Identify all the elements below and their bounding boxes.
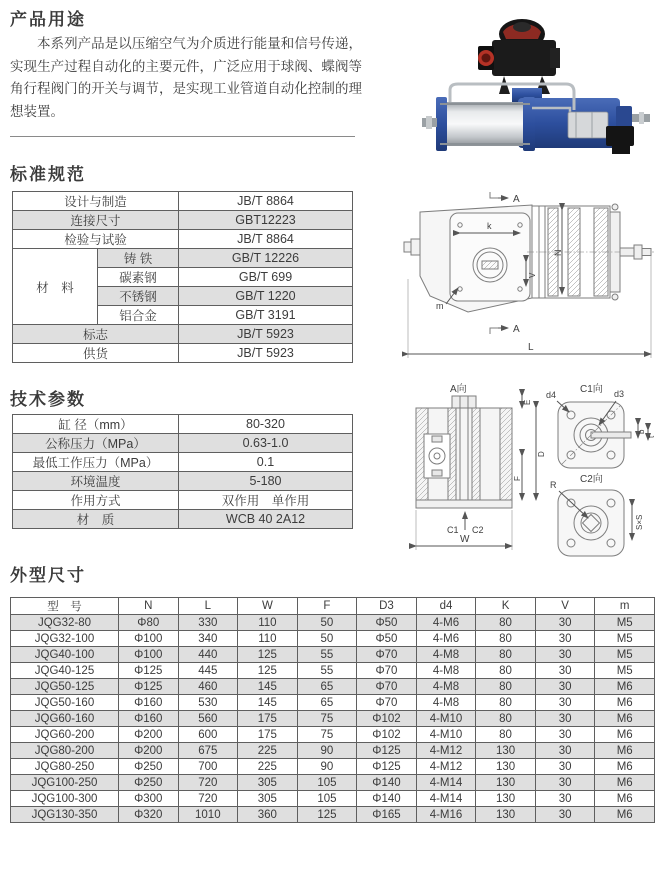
section-mark-label: A: [513, 324, 520, 335]
table-row: [13, 472, 353, 491]
table-row: [11, 743, 655, 759]
cell-k: 80: [476, 647, 536, 663]
col-header-f: F: [297, 598, 357, 615]
usage-paragraph: 本系列产品是以压缩空气为介质进行能量和信号传递，实现生产过程自动化的主要元件，广泛应用于球阀、蝶阀等角行程阀门的开关与调节，是实现工业管道自动化控制的理想装置。: [10, 36, 362, 119]
param-value: 0.1: [179, 453, 353, 472]
table-row: [13, 192, 353, 211]
cell-v: 30: [535, 679, 595, 695]
tech-params-table: [12, 414, 353, 529]
cell-m: M6: [595, 807, 655, 823]
side-view-drawing: [402, 176, 660, 366]
cell-l: 445: [178, 663, 238, 679]
table-row: [11, 695, 655, 711]
table-row: [11, 807, 655, 823]
cell-model: JQG32-100: [11, 631, 119, 647]
cell-w: 145: [238, 695, 298, 711]
port-c1-label: C1: [447, 525, 459, 535]
table-row: [13, 453, 353, 472]
section-title-dims: 外型尺寸: [10, 566, 86, 585]
cell-d3: Φ70: [357, 663, 417, 679]
cell-m: M5: [595, 663, 655, 679]
param-value: WCB 40 2A12: [179, 510, 353, 529]
dim-m-label: m: [436, 301, 444, 311]
cell-d3: Φ125: [357, 743, 417, 759]
col-header-model: 型 号: [11, 598, 119, 615]
col-header-d4: d4: [416, 598, 476, 615]
spec-value: GBT12223: [179, 211, 353, 230]
cell-d3: Φ102: [357, 727, 417, 743]
spec-label: 铸 铁: [98, 249, 179, 268]
cell-v: 30: [535, 775, 595, 791]
cell-n: Φ250: [119, 759, 179, 775]
spec-value: JB/T 8864: [179, 230, 353, 249]
cell-n: Φ80: [119, 615, 179, 631]
actuator-photo: [420, 14, 655, 159]
cell-m: M6: [595, 727, 655, 743]
cell-model: JQG50-160: [11, 695, 119, 711]
param-value: 双作用 单作用: [179, 491, 353, 510]
cell-d3: Φ140: [357, 791, 417, 807]
cell-n: Φ100: [119, 631, 179, 647]
cell-l: 560: [178, 711, 238, 727]
cell-d4: 4-M8: [416, 647, 476, 663]
table-row: [11, 727, 655, 743]
param-label: 材 质: [13, 510, 179, 529]
cell-l: 675: [178, 743, 238, 759]
cell-l: 720: [178, 791, 238, 807]
spec-label: 连接尺寸: [13, 211, 179, 230]
cell-w: 110: [238, 631, 298, 647]
cell-m: M6: [595, 695, 655, 711]
cell-w: 175: [238, 711, 298, 727]
section-view-drawing: [402, 378, 657, 560]
cell-f: 75: [297, 727, 357, 743]
col-header-n: N: [119, 598, 179, 615]
spec-label: 铝合金: [98, 306, 179, 325]
cell-l: 700: [178, 759, 238, 775]
cell-m: M6: [595, 791, 655, 807]
dim-b-label: b: [637, 429, 646, 434]
material-group-label: 材 料: [13, 249, 98, 325]
cell-n: Φ320: [119, 807, 179, 823]
cell-f: 105: [297, 775, 357, 791]
spec-label: 标志: [13, 325, 179, 344]
table-row: [11, 679, 655, 695]
cell-f: 55: [297, 663, 357, 679]
dim-d-label: D: [537, 451, 546, 457]
cell-v: 30: [535, 647, 595, 663]
cell-d4: 4-M8: [416, 679, 476, 695]
cell-v: 30: [535, 791, 595, 807]
col-header-k: K: [476, 598, 536, 615]
cell-m: M6: [595, 775, 655, 791]
col-header-l: L: [178, 598, 238, 615]
cell-l: 600: [178, 727, 238, 743]
cell-f: 65: [297, 695, 357, 711]
a-view-title: A向: [450, 384, 467, 395]
spec-label: 设计与制造: [13, 192, 179, 211]
param-value: 0.63-1.0: [179, 434, 353, 453]
cell-n: Φ200: [119, 743, 179, 759]
spec-value: JB/T 5923: [179, 344, 353, 363]
table-row: [11, 791, 655, 807]
cell-k: 130: [476, 759, 536, 775]
spec-label: 不锈钢: [98, 287, 179, 306]
cell-n: Φ160: [119, 695, 179, 711]
cell-f: 90: [297, 759, 357, 775]
cell-n: Φ160: [119, 711, 179, 727]
cell-d3: Φ165: [357, 807, 417, 823]
cell-model: JQG100-250: [11, 775, 119, 791]
param-value: 80-320: [179, 415, 353, 434]
cell-d4: 4-M12: [416, 759, 476, 775]
param-label: 环境温度: [13, 472, 179, 491]
cell-f: 55: [297, 647, 357, 663]
table-row: [11, 775, 655, 791]
cell-l: 330: [178, 615, 238, 631]
cell-model: JQG40-100: [11, 647, 119, 663]
section-title-standards: 标准规范: [10, 165, 86, 184]
cell-d3: Φ50: [357, 615, 417, 631]
cell-model: JQG40-125: [11, 663, 119, 679]
cell-d4: 4-M14: [416, 791, 476, 807]
cell-w: 225: [238, 743, 298, 759]
cell-d4: 4-M6: [416, 615, 476, 631]
cell-l: 440: [178, 647, 238, 663]
cell-v: 30: [535, 807, 595, 823]
cell-d3: Φ70: [357, 679, 417, 695]
cell-w: 145: [238, 679, 298, 695]
cell-model: JQG32-80: [11, 615, 119, 631]
cell-d4: 4-M10: [416, 711, 476, 727]
dim-l-label: L: [528, 342, 534, 353]
cell-w: 225: [238, 759, 298, 775]
spec-label: 检验与试验: [13, 230, 179, 249]
table-row: [11, 711, 655, 727]
cell-m: M5: [595, 631, 655, 647]
c2-view-title: C2向: [580, 474, 603, 485]
cell-n: Φ200: [119, 727, 179, 743]
table-row: [11, 631, 655, 647]
cell-w: 305: [238, 791, 298, 807]
cell-v: 30: [535, 743, 595, 759]
cell-k: 130: [476, 791, 536, 807]
cell-model: JQG80-250: [11, 759, 119, 775]
cell-k: 130: [476, 743, 536, 759]
dim-f-label: F: [513, 476, 522, 481]
cell-w: 125: [238, 647, 298, 663]
cell-d3: Φ50: [357, 631, 417, 647]
cell-m: M6: [595, 743, 655, 759]
cell-l: 460: [178, 679, 238, 695]
cell-model: JQG60-160: [11, 711, 119, 727]
cell-w: 360: [238, 807, 298, 823]
cell-f: 90: [297, 743, 357, 759]
cell-d4: 4-M14: [416, 775, 476, 791]
port-c2-label: C2: [472, 525, 484, 535]
cell-v: 30: [535, 663, 595, 679]
cell-model: JQG50-125: [11, 679, 119, 695]
dim-sxs-label: S×S: [635, 514, 644, 530]
section-divider: [10, 136, 355, 137]
spec-value: GB/T 12226: [179, 249, 353, 268]
cell-model: JQG100-300: [11, 791, 119, 807]
dim-d4-label: d4: [546, 390, 557, 400]
table-row: [13, 211, 353, 230]
cell-k: 80: [476, 631, 536, 647]
cell-model: JQG80-200: [11, 743, 119, 759]
section-mark-label: A: [513, 194, 520, 205]
spec-label: 供货: [13, 344, 179, 363]
col-header-v: V: [535, 598, 595, 615]
cell-n: Φ100: [119, 647, 179, 663]
dim-w-label: W: [460, 534, 470, 545]
param-label: 公称压力（MPa）: [13, 434, 179, 453]
cell-d3: Φ125: [357, 759, 417, 775]
spec-value: GB/T 1220: [179, 287, 353, 306]
dim-n-label: N: [553, 249, 563, 256]
cell-w: 305: [238, 775, 298, 791]
cell-d4: 4-M6: [416, 631, 476, 647]
cell-w: 110: [238, 615, 298, 631]
param-value: 5-180: [179, 472, 353, 491]
cell-k: 80: [476, 711, 536, 727]
dimensions-table: [10, 597, 655, 823]
cell-w: 125: [238, 663, 298, 679]
param-label: 作用方式: [13, 491, 179, 510]
cell-v: 30: [535, 631, 595, 647]
standards-table: [12, 191, 353, 363]
table-row: [11, 663, 655, 679]
cell-d3: Φ140: [357, 775, 417, 791]
cell-d3: Φ70: [357, 647, 417, 663]
cell-f: 50: [297, 615, 357, 631]
table-row: [13, 344, 353, 363]
cell-w: 175: [238, 727, 298, 743]
cell-d3: Φ70: [357, 695, 417, 711]
cell-m: M6: [595, 711, 655, 727]
dim-v-label: V: [528, 272, 537, 278]
cell-k: 80: [476, 679, 536, 695]
cell-f: 125: [297, 807, 357, 823]
c1-view-title: C1向: [580, 384, 603, 395]
table-row: [13, 510, 353, 529]
param-label: 最低工作压力（MPa）: [13, 453, 179, 472]
cell-f: 50: [297, 631, 357, 647]
spec-value: JB/T 8864: [179, 192, 353, 211]
cell-k: 130: [476, 775, 536, 791]
dim-r-label: R: [550, 480, 557, 490]
spec-value: GB/T 3191: [179, 306, 353, 325]
cell-v: 30: [535, 695, 595, 711]
cell-d3: Φ102: [357, 711, 417, 727]
cell-k: 80: [476, 695, 536, 711]
cell-f: 105: [297, 791, 357, 807]
cell-v: 30: [535, 759, 595, 775]
cell-n: Φ250: [119, 775, 179, 791]
section-title-tech: 技术参数: [10, 390, 86, 409]
cell-k: 130: [476, 807, 536, 823]
cell-m: M6: [595, 759, 655, 775]
cell-l: 340: [178, 631, 238, 647]
cell-f: 65: [297, 679, 357, 695]
cell-d4: 4-M10: [416, 727, 476, 743]
dim-e-label: E: [523, 399, 532, 405]
cell-model: JQG130-350: [11, 807, 119, 823]
spec-label: 碳素钢: [98, 268, 179, 287]
dim-k-label: k: [487, 221, 492, 231]
spec-value: JB/T 5923: [179, 325, 353, 344]
cell-m: M6: [595, 679, 655, 695]
cell-v: 30: [535, 711, 595, 727]
dim-t-label: t: [647, 435, 656, 438]
cell-k: 80: [476, 615, 536, 631]
cell-v: 30: [535, 615, 595, 631]
table-row: [13, 491, 353, 510]
cell-k: 80: [476, 663, 536, 679]
cell-l: 720: [178, 775, 238, 791]
spec-value: GB/T 699: [179, 268, 353, 287]
table-row: [13, 434, 353, 453]
cell-m: M5: [595, 647, 655, 663]
table-header-row: [11, 598, 655, 615]
table-row: [11, 615, 655, 631]
section-title-usage: 产品用途: [10, 10, 86, 29]
cell-d4: 4-M16: [416, 807, 476, 823]
cell-m: M5: [595, 615, 655, 631]
dim-d3-label: d3: [614, 389, 625, 399]
col-header-w: W: [238, 598, 298, 615]
cell-model: JQG60-200: [11, 727, 119, 743]
dimensions-table-body: [11, 615, 655, 823]
cell-n: Φ125: [119, 679, 179, 695]
cell-d4: 4-M8: [416, 663, 476, 679]
cell-n: Φ125: [119, 663, 179, 679]
table-row: [13, 249, 353, 268]
table-row: [13, 415, 353, 434]
cell-l: 1010: [178, 807, 238, 823]
param-label: 缸 径（mm）: [13, 415, 179, 434]
col-header-m: m: [595, 598, 655, 615]
cell-l: 530: [178, 695, 238, 711]
table-row: [11, 647, 655, 663]
cell-n: Φ300: [119, 791, 179, 807]
col-header-d3: D3: [357, 598, 417, 615]
cell-f: 75: [297, 711, 357, 727]
cell-v: 30: [535, 727, 595, 743]
table-row: [13, 230, 353, 249]
table-row: [13, 325, 353, 344]
cell-d4: 4-M12: [416, 743, 476, 759]
cell-k: 80: [476, 727, 536, 743]
table-row: [11, 759, 655, 775]
cell-d4: 4-M8: [416, 695, 476, 711]
